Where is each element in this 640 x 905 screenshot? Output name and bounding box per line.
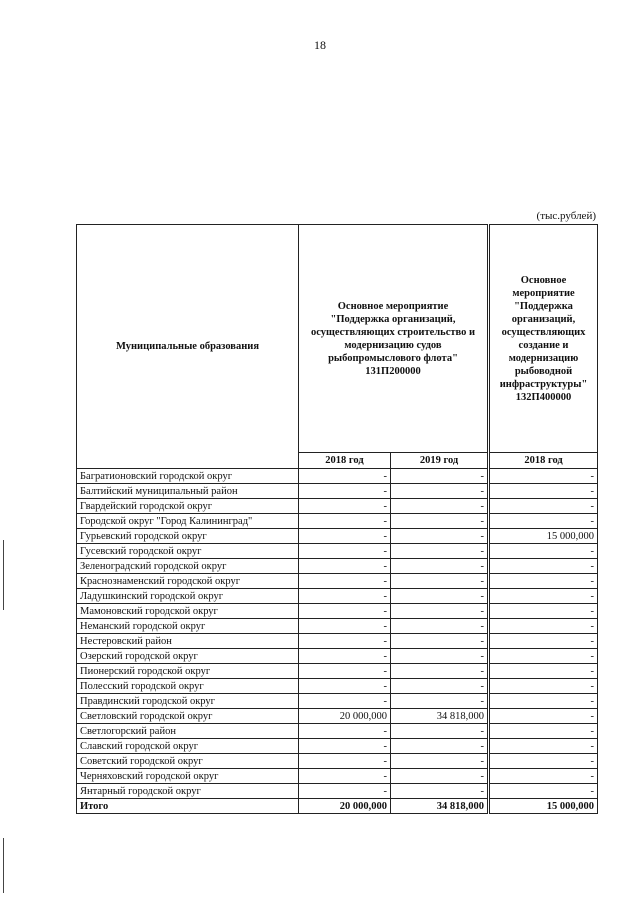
scan-margin-mark bbox=[3, 540, 4, 610]
scan-margin-mark bbox=[3, 838, 4, 893]
municipality-cell: Янтарный городской округ bbox=[77, 784, 299, 799]
value-cell-2019-fleet: - bbox=[391, 694, 489, 709]
municipality-cell: Городской округ "Город Калининград" bbox=[77, 514, 299, 529]
value-cell-2018-fleet: - bbox=[299, 664, 391, 679]
table-row bbox=[77, 709, 598, 724]
table-row bbox=[77, 484, 598, 499]
value-cell-2019-fleet: - bbox=[391, 499, 489, 514]
value-cell-2018-fleet: - bbox=[299, 619, 391, 634]
value-cell-2019-fleet: - bbox=[391, 484, 489, 499]
value-cell-2019-fleet: - bbox=[391, 679, 489, 694]
value-cell-2018-infrastructure: - bbox=[489, 484, 598, 499]
value-cell-2018-fleet: - bbox=[299, 469, 391, 484]
header-municipality: Муниципальные образования bbox=[77, 225, 299, 469]
municipality-cell: Итого bbox=[77, 799, 299, 814]
value-cell-2019-fleet: - bbox=[391, 469, 489, 484]
value-cell-2019-fleet: - bbox=[391, 724, 489, 739]
table-row bbox=[77, 604, 598, 619]
municipality-cell: Балтийский муниципальный район bbox=[77, 484, 299, 499]
municipality-cell: Гусевский городской округ bbox=[77, 544, 299, 559]
value-cell-2018-infrastructure: - bbox=[489, 649, 598, 664]
municipality-cell: Пионерский городской округ bbox=[77, 664, 299, 679]
value-cell-2018-infrastructure: - bbox=[489, 709, 598, 724]
value-cell-2019-fleet: - bbox=[391, 529, 489, 544]
value-cell-2018-fleet: - bbox=[299, 484, 391, 499]
municipality-cell: Правдинский городской округ bbox=[77, 694, 299, 709]
table-body bbox=[77, 469, 598, 814]
value-cell-2018-infrastructure: - bbox=[489, 619, 598, 634]
value-cell-2019-fleet: - bbox=[391, 634, 489, 649]
header-group-infrastructure: Основное мероприятие "Поддержка организаций, осуществляющих создание и модернизацию рыбоводной инфраструктуры" 132П400000 bbox=[489, 225, 598, 453]
value-cell-2018-infrastructure: - bbox=[489, 769, 598, 784]
table-row bbox=[77, 649, 598, 664]
value-cell-2018-infrastructure: - bbox=[489, 784, 598, 799]
table-row bbox=[77, 784, 598, 799]
value-cell-2018-infrastructure: - bbox=[489, 499, 598, 514]
value-cell-2018-fleet: - bbox=[299, 724, 391, 739]
value-cell-2019-fleet: 34 818,000 bbox=[391, 799, 489, 814]
value-cell-2018-infrastructure: - bbox=[489, 634, 598, 649]
table-row bbox=[77, 559, 598, 574]
value-cell-2018-fleet: - bbox=[299, 529, 391, 544]
year-header: 2019 год bbox=[391, 453, 489, 469]
municipality-cell: Озерский городской округ bbox=[77, 649, 299, 664]
table-row bbox=[77, 619, 598, 634]
value-cell-2018-infrastructure: - bbox=[489, 469, 598, 484]
municipality-cell: Гвардейский городской округ bbox=[77, 499, 299, 514]
value-cell-2019-fleet: - bbox=[391, 754, 489, 769]
municipality-cell: Зеленоградский городской округ bbox=[77, 559, 299, 574]
year-header: 2018 год bbox=[299, 453, 391, 469]
table-row bbox=[77, 739, 598, 754]
value-cell-2019-fleet: - bbox=[391, 574, 489, 589]
table-row bbox=[77, 634, 598, 649]
table-row bbox=[77, 529, 598, 544]
value-cell-2018-infrastructure: - bbox=[489, 604, 598, 619]
value-cell-2018-fleet: - bbox=[299, 694, 391, 709]
total-row bbox=[77, 799, 598, 814]
table-row bbox=[77, 469, 598, 484]
value-cell-2018-fleet: 20 000,000 bbox=[299, 709, 391, 724]
year-header: 2018 год bbox=[489, 453, 598, 469]
value-cell-2018-infrastructure: - bbox=[489, 514, 598, 529]
value-cell-2018-infrastructure: - bbox=[489, 559, 598, 574]
funding-table bbox=[76, 224, 598, 814]
value-cell-2018-fleet: - bbox=[299, 784, 391, 799]
table-row bbox=[77, 589, 598, 604]
municipality-cell: Черняховский городской округ bbox=[77, 769, 299, 784]
value-cell-2018-infrastructure: 15 000,000 bbox=[489, 799, 598, 814]
municipality-cell: Нестеровский район bbox=[77, 634, 299, 649]
value-cell-2019-fleet: - bbox=[391, 784, 489, 799]
table-row bbox=[77, 574, 598, 589]
municipality-cell: Гурьевский городской округ bbox=[77, 529, 299, 544]
value-cell-2018-fleet: - bbox=[299, 604, 391, 619]
value-cell-2018-fleet: - bbox=[299, 589, 391, 604]
value-cell-2018-fleet: - bbox=[299, 754, 391, 769]
table-row bbox=[77, 769, 598, 784]
value-cell-2018-fleet: - bbox=[299, 634, 391, 649]
municipality-cell: Полесский городской округ bbox=[77, 679, 299, 694]
table-row bbox=[77, 724, 598, 739]
table-row bbox=[77, 544, 598, 559]
value-cell-2018-infrastructure: - bbox=[489, 694, 598, 709]
municipality-cell: Славский городской округ bbox=[77, 739, 299, 754]
value-cell-2018-infrastructure: - bbox=[489, 574, 598, 589]
municipality-cell: Неманский городской округ bbox=[77, 619, 299, 634]
table-header-row bbox=[77, 225, 598, 453]
municipality-cell: Краснознаменский городской округ bbox=[77, 574, 299, 589]
value-cell-2018-infrastructure: - bbox=[489, 589, 598, 604]
header-group-fleet: Основное мероприятие "Поддержка организаций, осуществляющих строительство и модернизацию судов рыбопромыслового флота" 131П200000 bbox=[299, 225, 489, 453]
value-cell-2018-fleet: - bbox=[299, 544, 391, 559]
value-cell-2018-infrastructure: - bbox=[489, 754, 598, 769]
municipality-cell: Светловский городской округ bbox=[77, 709, 299, 724]
table-row bbox=[77, 679, 598, 694]
value-cell-2018-fleet: - bbox=[299, 739, 391, 754]
value-cell-2019-fleet: - bbox=[391, 619, 489, 634]
table-row bbox=[77, 664, 598, 679]
municipality-cell: Багратионовский городской округ bbox=[77, 469, 299, 484]
value-cell-2019-fleet: - bbox=[391, 559, 489, 574]
value-cell-2018-infrastructure: - bbox=[489, 739, 598, 754]
page-number: 18 bbox=[314, 38, 326, 52]
value-cell-2019-fleet: - bbox=[391, 604, 489, 619]
table-row bbox=[77, 754, 598, 769]
table-row bbox=[77, 499, 598, 514]
value-cell-2018-infrastructure: - bbox=[489, 679, 598, 694]
table-row bbox=[77, 694, 598, 709]
value-cell-2019-fleet: - bbox=[391, 739, 489, 754]
value-cell-2019-fleet: - bbox=[391, 589, 489, 604]
value-cell-2018-infrastructure: - bbox=[489, 664, 598, 679]
value-cell-2018-fleet: 20 000,000 bbox=[299, 799, 391, 814]
value-cell-2019-fleet: - bbox=[391, 664, 489, 679]
value-cell-2018-fleet: - bbox=[299, 514, 391, 529]
value-cell-2019-fleet: 34 818,000 bbox=[391, 709, 489, 724]
value-cell-2018-fleet: - bbox=[299, 679, 391, 694]
municipality-cell: Советский городской округ bbox=[77, 754, 299, 769]
value-cell-2018-infrastructure: - bbox=[489, 544, 598, 559]
value-cell-2019-fleet: - bbox=[391, 544, 489, 559]
table-row bbox=[77, 514, 598, 529]
value-cell-2019-fleet: - bbox=[391, 514, 489, 529]
value-cell-2018-infrastructure: 15 000,000 bbox=[489, 529, 598, 544]
value-cell-2019-fleet: - bbox=[391, 649, 489, 664]
value-cell-2018-fleet: - bbox=[299, 649, 391, 664]
municipality-cell: Светлогорский район bbox=[77, 724, 299, 739]
value-cell-2018-fleet: - bbox=[299, 574, 391, 589]
value-cell-2018-fleet: - bbox=[299, 499, 391, 514]
value-cell-2018-infrastructure: - bbox=[489, 724, 598, 739]
value-cell-2018-fleet: - bbox=[299, 559, 391, 574]
municipality-cell: Мамоновский городской округ bbox=[77, 604, 299, 619]
units-label: (тыс.рублей) bbox=[536, 210, 596, 222]
value-cell-2018-fleet: - bbox=[299, 769, 391, 784]
value-cell-2019-fleet: - bbox=[391, 769, 489, 784]
municipality-cell: Ладушкинский городской округ bbox=[77, 589, 299, 604]
